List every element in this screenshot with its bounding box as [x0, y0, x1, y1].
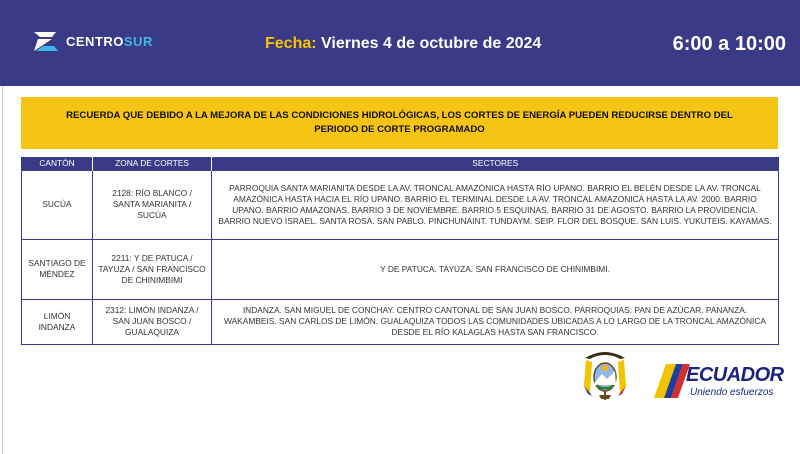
table-row [22, 239, 779, 299]
coat-of-arms-icon [580, 350, 630, 402]
col-header-zona: ZONA DE CORTES [93, 157, 212, 170]
brand-name-main: CENTRO [66, 33, 124, 49]
left-divider [2, 86, 3, 454]
sectores-cell: INDANZA. SAN MIGUEL DE CONCHAY. CENTRO CANTONAL DE SAN JUAN BOSCO. PARROQUIAS: PAN DE AZÚCAR. PANANZA. WAKAMBEIS. SAN CARLOS DE LIMÓN. GUALAQUIZA TODOS LAS COMUNIDADES UBICADAS A LO LARGO DE LA TRONCAL AMAZÓNICA DESDE EL RÍO KALAGLAS HASTA SAN FRANCISCO. [212, 299, 779, 344]
table-row [22, 299, 779, 344]
table-header-row [22, 157, 779, 170]
outage-table [21, 157, 779, 345]
date-value: Viernes 4 de octubre de 2024 [321, 35, 542, 52]
zona-cell: 2211: Y DE PATUCA / TAYUZA / SAN FRANCISCO DE CHINIMBIMI [93, 239, 212, 299]
date-line [265, 35, 541, 53]
sectores-cell: PARROQUIA SANTA MARIANITA DESDE LA AV. TRONCAL AMAZÓNICA HASTA RÍO UPANO. BARRIO EL BELÉN DESDE LA AV. TRONCAL AMAZÓNICA HASTA HACIA EL RÍO UPANO. BARRIO EL TERMINAL DESDE LA AV. TRONCAL AMAZONICA HASTA LA AV. 2000. BARRIO UPANO. BARRIO AMAZONAS. BARRIO 3 DE NOVIEMBRE. BARRIO 5 ESQUINAS. BARRIO 31 DE AGOSTO. BARRIO LA PROVIDENCIA. BARRIO NUEVO ISRAEL. SANTA ROSA. SAN PABLO. PINCHUNAINT. TUNDAYM. SEIP. FLOR DEL BOSQUE. SAN LUIS. YUKUTEIS. KAYAMAS. [212, 170, 779, 239]
centrosur-logo [30, 26, 153, 56]
notice-text: RECUERDA QUE DEBIDO A LA MEJORA DE LAS CONDICIONES HIDROLÓGICAS, LOS CORTES DE ENERGÍA PUEDEN REDUCIRSE DENTRO DEL PERIODO DE CORTE PROGRAMADO [66, 110, 733, 135]
canton-cell: LIMÓN INDANZA [22, 299, 93, 344]
zona-cell: 2128: RÍO BLANCO / SANTA MARIANITA / SUCÚA [93, 170, 212, 239]
date-label: Fecha: [265, 35, 317, 52]
notice-banner [21, 97, 778, 149]
time-range: 6:00 a 10:00 [672, 33, 786, 55]
header-bar [0, 0, 800, 86]
brand-name [66, 34, 153, 49]
canton-cell: SUCÚA [22, 170, 93, 239]
lightning-logo-icon [30, 26, 64, 56]
sectores-cell: Y DE PATUCA. TAYUZA. SAN FRANCISCO DE CHINIMBIMI. [212, 239, 779, 299]
col-header-canton: CANTÓN [22, 157, 93, 170]
brand-name-accent: SUR [123, 33, 153, 49]
table-row [22, 170, 779, 239]
col-header-sectores: SECTORES [212, 157, 779, 170]
ecuador-tagline: Uniendo esfuerzos [690, 387, 774, 398]
ecuador-wordmark: ECUADOR [686, 364, 784, 386]
canton-cell: SANTIAGO DE MÉNDEZ [22, 239, 93, 299]
ecuador-logo [652, 362, 792, 402]
zona-cell: 2312: LIMÓN INDANZA / SAN JUAN BOSCO / GUALAQUIZA [93, 299, 212, 344]
